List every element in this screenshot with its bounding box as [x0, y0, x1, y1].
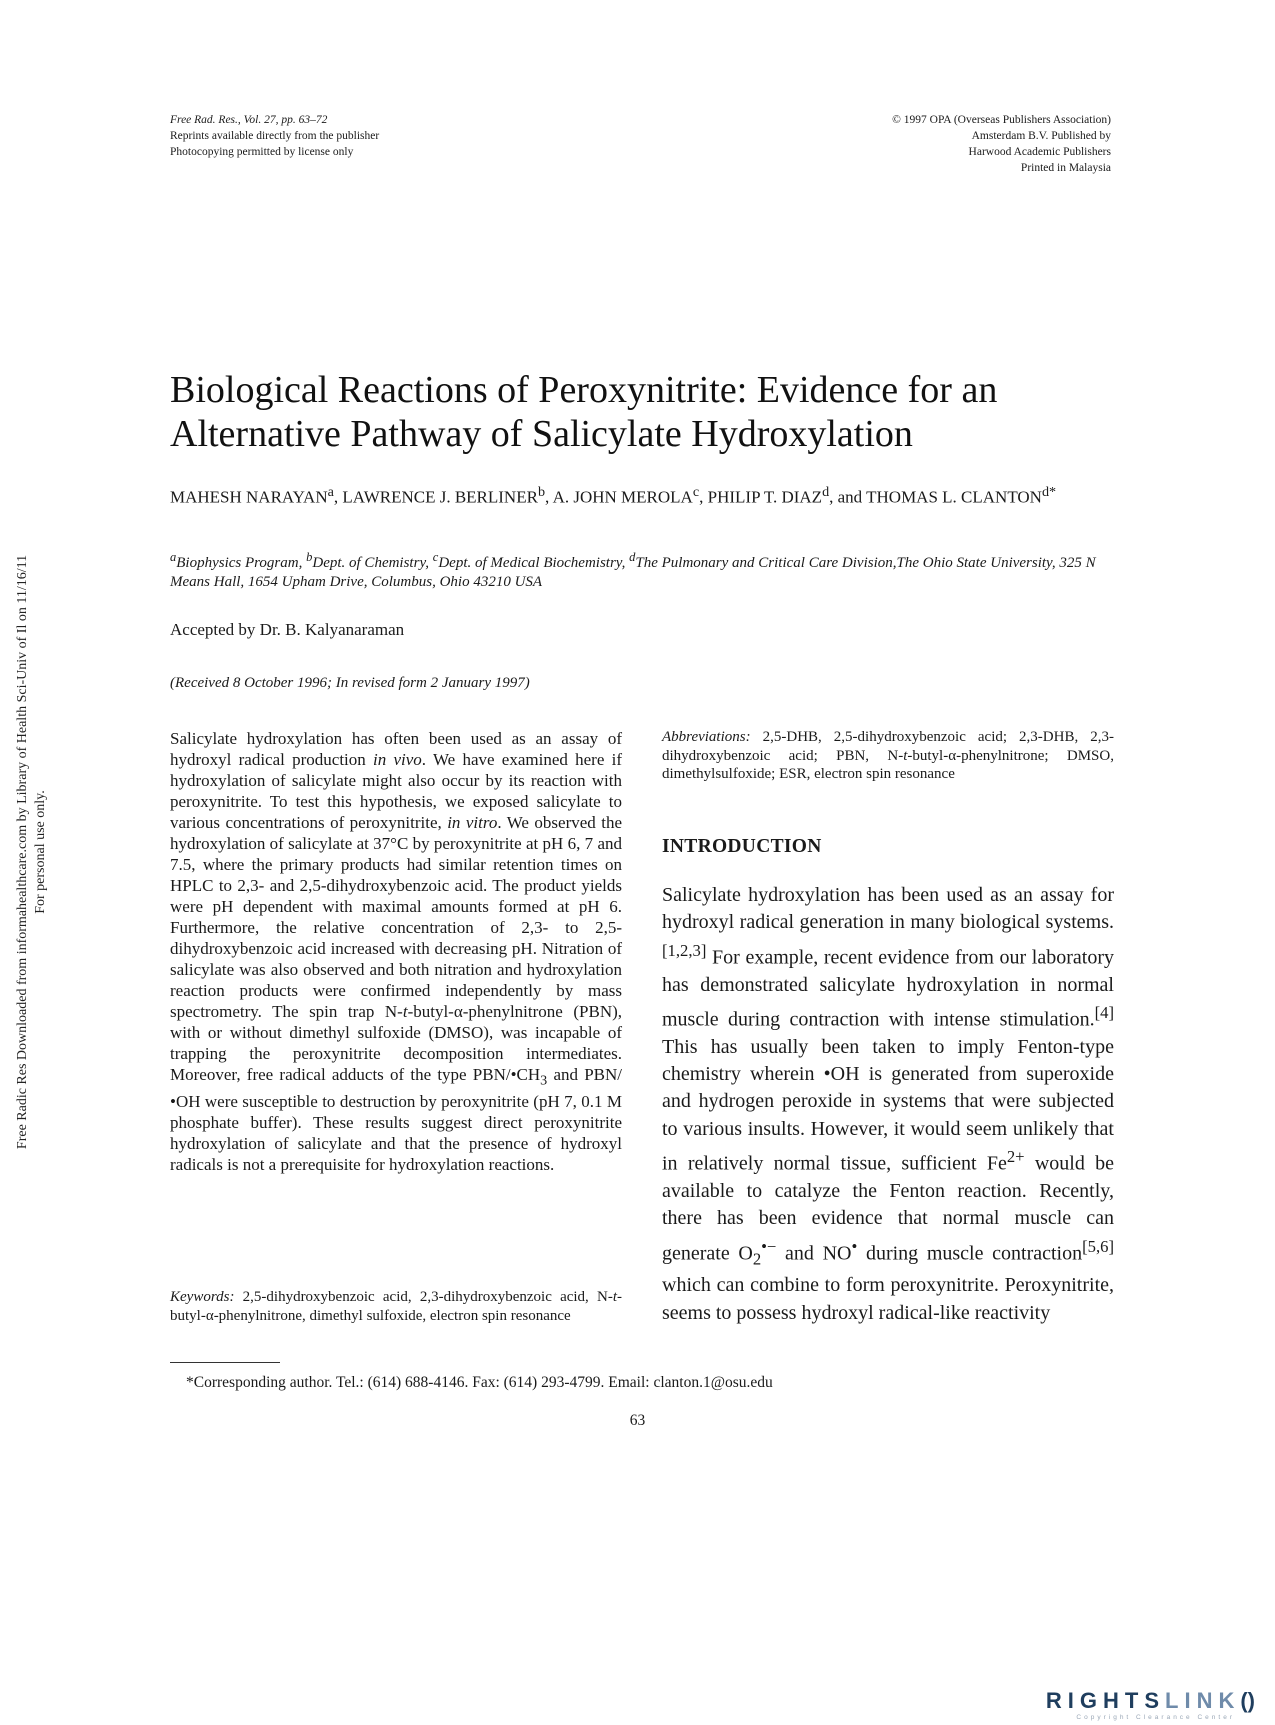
footnote-divider: [170, 1362, 280, 1363]
publisher-info: [892, 112, 1111, 176]
publisher-line: Amsterdam B.V. Published by: [971, 130, 1111, 142]
citation-ref: [1,2,3]: [662, 940, 707, 960]
abstract: Salicylate hydroxylation has often been used as an assay of hydroxyl radical production in vivo. We have examined here if hydroxylation of salicylate might also occur by its reaction with peroxynitrite. To test this hypothesis, we exposed salicylate to various concentrations of peroxynitrite, in vitro. We observed the hydroxylation of salicylate at 37°C by peroxynitrite at pH 6, 7 and 7.5, where the primary products had similar retention times on HPLC to 2,3- and 2,5-dihydroxybenzoic acid. The product yields were pH dependent with maximal amounts formed at pH 6. Furthermore, the relative concentration of 2,3- to 2,5-dihydroxybenzoic acid increased with decreasing pH. Nitration of salicylate was also observed and both nitration and hydroxylation reaction products were confirmed independently by mass spectrometry. The spin trap N-t-butyl-α-phenylnitrone (PBN), with or without dimethyl sulfoxide (DMSO), was incapable of trapping the peroxynitrite decomposition intermediates. Moreover, free radical adducts of the type PBN/$•CH_3$ and PBN/•OH were susceptible to destruction by peroxynitrite (pH 7, 0.1 M phosphate buffer). These results suggest direct peroxynitrite hydroxylation of salicylate and that the presence of hydroxyl radicals is not a prerequisite for hydroxylation reactions.: [170, 729, 623, 1175]
download-stamp: [14, 482, 50, 1222]
citation-ref: [4]: [1094, 1002, 1114, 1022]
rightslink-tagline: Copyright Clearance Center: [1076, 1714, 1235, 1721]
publisher-line: Harwood Academic Publishers: [968, 146, 1111, 158]
download-stamp-line1: Free Radic Res Downloaded from informahealthcare.com by Library of Health Sci-Univ of Il on 11/16/11: [15, 554, 30, 1150]
publisher-line: Printed in Malaysia: [1020, 162, 1111, 174]
title-line-1: Biological Reactions of Peroxynitrite: Evidence for an: [170, 369, 998, 411]
page-number: 63: [629, 1412, 646, 1429]
section-heading: INTRODUCTION: [662, 836, 822, 857]
keywords: Keywords: 2,5-dihydroxybenzoic acid, 2,3-dihydroxybenzoic acid, N-t-butyl-α-phenylnitrone, dimethyl sulfoxide, electron spin resonance: [170, 1289, 622, 1324]
rightslink-logo[interactable]: RIGHTSLINK(): [1045, 1688, 1255, 1713]
citation-line: Free Rad. Res., Vol. 27, pp. 63–72: [170, 114, 328, 126]
accepted-by: Accepted by Dr. B. Kalyanaraman: [170, 620, 405, 639]
download-stamp-line2: For personal use only.: [33, 790, 48, 914]
paper-title: [170, 368, 1100, 456]
introduction-text: Salicylate hydroxylation has been used as an assay for hydroxyl radical generation in many biological systems.[1,2,3] For example, recent evidence from our laboratory has demonstrated salicylate hydroxylation in normal muscle during contraction with intense stimulation.[4] This has usually been taken to imply Fenton-type chemistry wherein •OH is generated from superoxide and hydrogen peroxide in systems that were subjected to various insults. However, it would seem unlikely that in relatively normal tissue, sufficient $Fe^{2+}$ would be available to catalyze the Fenton reaction. Recently, there has been evidence that normal muscle can generate $O_2^{•-}$ and NO• during muscle contraction[5,6] which can combine to form peroxynitrite. Peroxynitrite, seems to possess hydroxyl radical-like reactivity: [662, 884, 1115, 1324]
publisher-line: © 1997 OPA (Overseas Publishers Association): [892, 114, 1111, 126]
citation-line: Photocopying permitted by license only: [170, 146, 354, 158]
journal-citation: [170, 112, 379, 160]
received-dates: (Received 8 October 1996; In revised form 2 January 1997): [170, 675, 530, 691]
rightslink-mark-icon: (): [1240, 1688, 1255, 1713]
citation-ref: [5,6]: [1082, 1236, 1115, 1256]
affiliations: $^a$Biophysics Program, $^b$Dept. of Chemistry, $^c$Dept. of Medical Biochemistry, $^d$The Pulmonary and Critical Care Division,The Ohio State University, 325 N Means Hall, 1654 Upham Drive, Columbus, Ohio 43210 USA: [170, 550, 1096, 590]
corresponding-author-footnote: *Corresponding author. Tel.: (614) 688-4146. Fax: (614) 293-4799. Email: clanton.1@osu.edu: [186, 1374, 773, 1391]
author-list: MAHESH NARAYAN$^a$, LAWRENCE J. BERLINER$^b$, A. JOHN MEROLA$^c$, PHILIP T. DIAZ$^d$, and THOMAS L. $CLANTON^{d*}$: [170, 484, 1057, 507]
abbreviations: Abbreviations: 2,5-DHB, 2,5-dihydroxybenzoic acid; 2,3-DHB, 2,3-dihydroxybenzoic acid; PBN, N-t-butyl-α-phenylnitrone; DMSO, dimethylsulfoxide; ESR, electron spin resonance: [662, 729, 1114, 782]
citation-line: Reprints available directly from the publisher: [170, 130, 380, 142]
title-line-2: Alternative Pathway of Salicylate Hydroxylation: [170, 413, 913, 455]
